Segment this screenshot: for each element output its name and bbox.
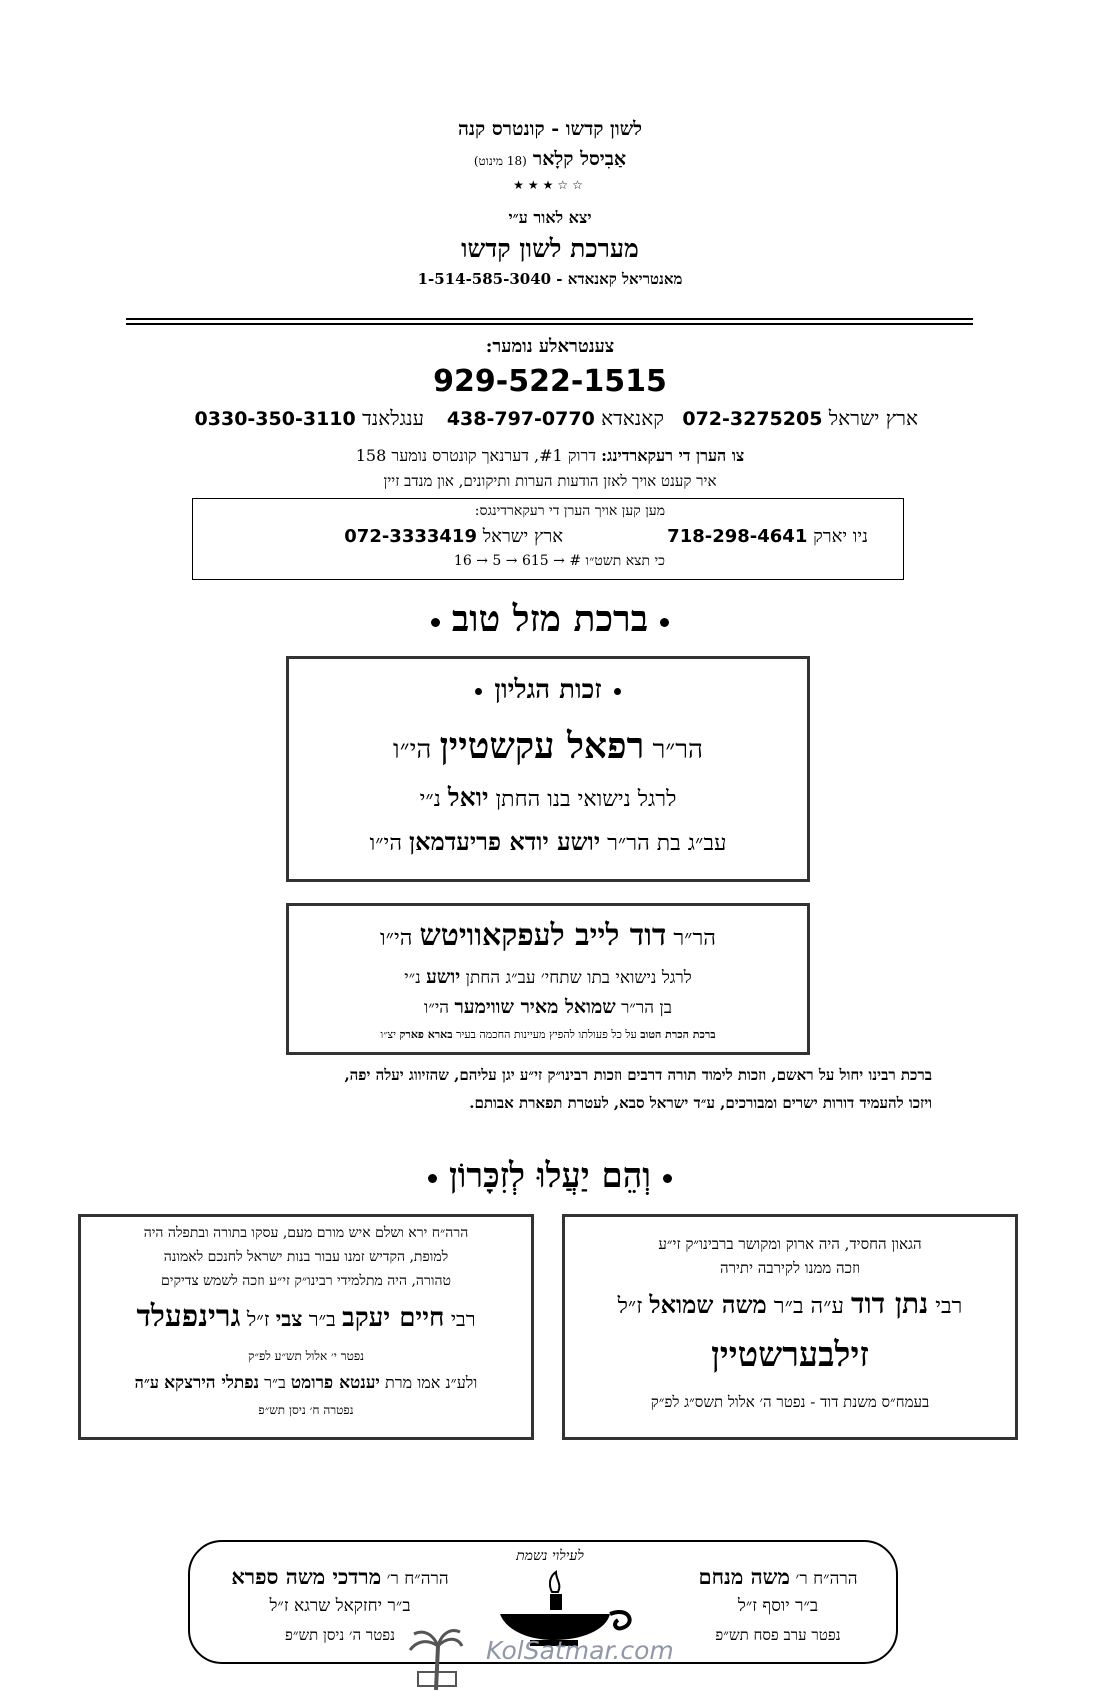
phone-canada-label: קאנאדא <box>601 406 664 430</box>
honorific: הר״ר <box>673 926 716 951</box>
phone-england-number: 0330-350-3110 <box>194 408 356 430</box>
memorial-left-mother-date: נפטרה ח׳ ניסן תש״פ <box>258 1403 354 1417</box>
infobox-ny-label: ניו יארק <box>813 526 868 547</box>
city-name: בארא פארק <box>399 1028 453 1041</box>
phone-england-label: ענגלאנד <box>362 406 424 430</box>
honorific-suffix: הי״ו <box>380 926 413 951</box>
phone-israel-number: 072-3275205 <box>682 408 823 430</box>
central-number-label: צענטראלע נומער: <box>485 336 615 357</box>
mazal-tov-heading <box>0 598 1100 640</box>
honorific-suffix: הי״ו <box>393 735 432 765</box>
box1-subheading-text: זכות הגליון <box>494 675 602 705</box>
box1-line-1 <box>289 725 807 767</box>
memorial-left-line-6 <box>81 1373 531 1393</box>
father-prefix: ע״ה ב״ר <box>773 1294 845 1319</box>
memorial-left-line-1: הרה״ח ירא ושלם איש מורם מעם, עסקו בתורה ובתפלה היה <box>143 1225 469 1241</box>
bullet-icon <box>428 1174 437 1183</box>
memorial-box-right <box>562 1214 1018 1440</box>
deceased-name: חיים יעקב <box>342 1303 445 1333</box>
box2-line-2 <box>289 966 807 989</box>
blessing-line-1: ברכת רבינו יחול על ראשם, וזכות לימוד תורה דרבים וזכות רבינו״ק זי״ע יגן עליהם, שהזיווג יעלה יפה, <box>344 1066 932 1084</box>
honorific: הר״ר <box>652 735 703 765</box>
duration-label: (18 מינוט) <box>473 154 527 168</box>
box2-line-1 <box>289 918 807 953</box>
groom-name: יואל <box>447 783 489 812</box>
memorial-left-line-2: למופת, הקדיש זמנו עבור בנות ישראל לחנכם לאמונה <box>163 1249 449 1265</box>
footer-right-father: ב״ר יוסף ז״ל <box>737 1596 819 1616</box>
footer-left-date: נפטר ה׳ ניסן תש״פ <box>284 1626 396 1644</box>
honorific-suffix: הי״ו <box>424 998 450 1018</box>
listen-text: דרוק #1, דערנאך קונטרס נומער 158 <box>355 446 597 465</box>
gratitude-label: ברכת הכרת הטוב <box>640 1028 716 1041</box>
listen-note: איר קענט אויך לאזן הודעות הערות ותיקונים, און מנדב זיין <box>383 472 717 490</box>
memorial-left-date: נפטר י׳ אלול תש״ע לפ״ק <box>247 1349 365 1363</box>
memorial-right-line-2: וזכה ממנו לקירבה יתירה <box>720 1259 860 1277</box>
phone-israel-label: ארץ ישראל <box>828 406 918 430</box>
footer-left-father: ב״ר יחזקאל שרגא ז״ל <box>269 1596 411 1616</box>
memorial-box-left <box>78 1214 534 1440</box>
box1-subheading <box>289 675 807 705</box>
recordings-info-box <box>192 498 904 580</box>
phone-england[interactable] <box>195 406 424 431</box>
recording-info <box>0 148 1100 171</box>
bride-prefix: עב״ג בת הר״ר <box>607 831 727 856</box>
mazal-tov-heading-text: ברכת מזל טוב <box>451 598 649 640</box>
footer-left-line-1 <box>190 1564 490 1590</box>
blessing-line-2: ויזכו להעמיד דורות ישרים ומבורכים, ע״ד ישראל סבא, לעטרת תפארת אבותם. <box>469 1094 932 1112</box>
groom-father-name: שמואל מאיר שווימער <box>454 996 616 1018</box>
series-title: לשון קדשו - קונטרס קנה <box>457 118 643 140</box>
divider-bottom <box>126 323 973 325</box>
honorific-suffix: הי״ו <box>369 831 402 856</box>
bride-father-name: יושע יודא פריעדמאן <box>408 827 601 856</box>
infobox-sequence: כי תצא תשט״ו # → 615 → 5 → 16 <box>453 553 665 569</box>
bullet-icon <box>475 688 482 695</box>
memorial-heading-text: וְהֵם יַעֲלוּ לְזִכָּרוֹן <box>449 1156 651 1196</box>
father-name: משה שמואל <box>649 1290 767 1319</box>
watermark: KolSatmar.com <box>486 1636 674 1665</box>
footer-right-name: משה מנחם <box>698 1564 790 1589</box>
footer-arc-text: לעילוי נשמת <box>516 1548 584 1564</box>
honorific-suffix: ע״ה <box>134 1373 159 1392</box>
title-prefix: רבי <box>450 1307 476 1331</box>
honorific-suffix: נ״י <box>419 787 441 812</box>
bullet-icon <box>614 688 621 695</box>
box2-line-3 <box>289 996 807 1019</box>
mazal-tov-box-2 <box>286 903 810 1055</box>
deceased-name: נתן דוד <box>851 1287 929 1320</box>
central-number[interactable]: 929-522-1515 <box>433 364 667 399</box>
title-prefix: הרה״ח ר׳ <box>386 1569 449 1589</box>
memorial-heading <box>0 1156 1100 1196</box>
mother-name: יענטא פרומט <box>290 1373 380 1393</box>
memorial-right-surname: זילבערשטיין <box>711 1335 869 1375</box>
memorial-left-line-4 <box>81 1299 531 1334</box>
footer-right-line-1 <box>678 1564 878 1590</box>
footer-right-date: נפטר ערב פסח תש״פ <box>715 1626 841 1644</box>
infobox-israel-label: ארץ ישראל <box>482 526 563 547</box>
divider-top <box>126 318 973 320</box>
groom-father-prefix: בן הר״ר <box>621 998 672 1018</box>
father-prefix: ב״ר <box>308 1307 336 1331</box>
occasion-text: לרגל נישואי בנו החתן <box>495 787 677 812</box>
mother-father-name: נפתלי הירצקא <box>164 1373 260 1393</box>
listen-prefix: צו הערן די רעקארדינג: <box>601 446 745 465</box>
memorial-right-line-1: הגאון החסיד, היה ארוק ומקושר ברבינו״ק זי״ע <box>658 1235 922 1253</box>
honorific-suffix: ז״ל <box>246 1307 270 1331</box>
bullet-icon <box>431 618 440 627</box>
occasion-text: לרגל נישואי בתו שתחי׳ עב״ג החתן <box>465 968 692 988</box>
city-suffix: יצ״ו <box>380 1028 397 1041</box>
infobox-title: מען קען אויך הערן די רעקארדינגס: <box>474 503 665 519</box>
honoree-name: דוד לייב לעפקאוויטש <box>419 918 667 953</box>
box2-line-4 <box>289 1028 807 1041</box>
groom-name: יושע <box>426 966 461 988</box>
box1-line-3 <box>289 827 807 857</box>
phone-israel[interactable] <box>682 406 918 431</box>
memorial-right-line-3 <box>565 1287 1015 1321</box>
phone-canada-number: 438-797-0770 <box>446 408 595 430</box>
published-by: יצא לאור ע״י <box>508 208 592 227</box>
memorial-right-date: בעמח״ס משנת דוד - נפטר ה׳ אלול תשס״ג לפ״ק <box>650 1393 930 1411</box>
honorific-suffix: נ״י <box>404 968 421 988</box>
memorial-left-line-3: טהורה, היה מתלמידי רבינו״ק זי״ע וזכה לשמש צדיקים <box>161 1273 451 1289</box>
organization-address: מאנטריאל קאנאדא - 1-514-585-3040 <box>417 270 683 288</box>
box1-line-2 <box>289 783 807 813</box>
infobox-israel[interactable] <box>344 526 563 547</box>
bullet-icon <box>660 618 669 627</box>
bullet-icon <box>663 1174 672 1183</box>
father-prefix: ב״ר <box>264 1373 286 1392</box>
rating-stars: ★★★☆☆ <box>513 178 587 192</box>
honorific-suffix: ז״ל <box>617 1294 643 1319</box>
footer-left-name: מרדכי משה ספרא <box>231 1564 382 1589</box>
infobox-ny-number: 718-298-4641 <box>667 526 808 547</box>
phone-canada[interactable] <box>447 406 664 431</box>
gratitude-text: על כל פעולתו להפיץ מעיינות החכמה בעיר <box>456 1028 637 1041</box>
mazal-tov-box-1 <box>286 656 810 882</box>
singer-name: אַבִיסל קלָאר <box>532 148 627 170</box>
title-prefix: הרה״ח ר׳ <box>795 1569 858 1589</box>
organization-name: מערכת לשון קדשו <box>461 234 639 263</box>
listen-instructions <box>0 446 1100 466</box>
father-name: צבי <box>275 1306 303 1331</box>
infobox-ny[interactable] <box>667 526 868 547</box>
infobox-israel-number: 072-3333419 <box>344 526 477 547</box>
deceased-surname: גרינפעלד <box>136 1299 241 1334</box>
title-prefix: רבי <box>935 1294 963 1319</box>
honoree-name: רפאל עקשטיין <box>439 725 645 767</box>
palm-tree-icon <box>408 1620 464 1692</box>
mother-prefix: ולע״נ אמו מרת <box>385 1373 478 1392</box>
